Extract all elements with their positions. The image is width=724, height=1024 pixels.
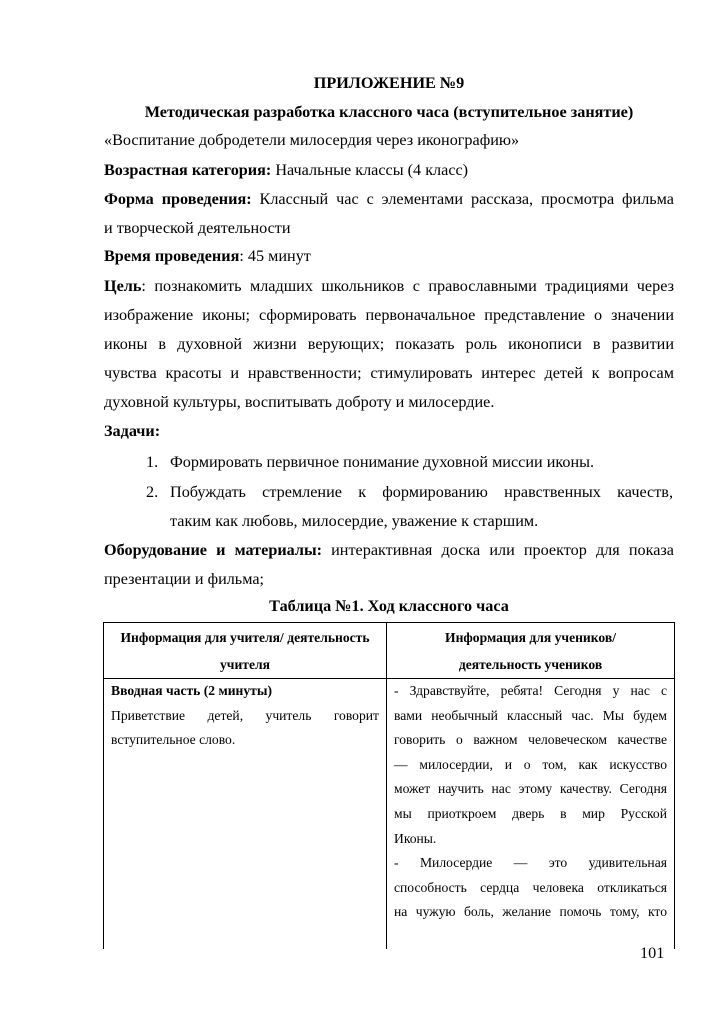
- age-category: Возрастная категория: Начальные классы (4 класс): [104, 161, 469, 179]
- form-line-2: и творческой деятельности: [104, 219, 291, 237]
- goal-line-3: иконы в духовной жизни верующих; показать роль иконописи в развитии: [104, 335, 674, 353]
- task-2-text-line-2: таким как любовь, милосердие, уважение к старшим.: [170, 512, 539, 530]
- tasks-heading: Задачи:: [104, 422, 161, 440]
- intro-section-title: Вводная часть (2 минуты): [111, 683, 273, 698]
- student-line: — милосердии, и о том, как искусство: [394, 756, 667, 772]
- teacher-line-2: вступительное слово.: [111, 732, 236, 748]
- goal-line-5: духовной культуры, воспитывать доброту и милосердие.: [104, 393, 495, 411]
- teacher-cell: [104, 679, 387, 950]
- students-cell: [387, 679, 675, 950]
- task-1-number: 1.: [146, 453, 159, 471]
- equipment-line-1: Оборудование и материалы: интерактивная доска или проектор для показа: [104, 541, 674, 559]
- document-title: Методическая разработка классного часа (вступительное занятие): [144, 103, 634, 121]
- form-line-1: Форма проведения: Классный час с элементами рассказа, просмотра фильма: [104, 190, 674, 208]
- student-line: мы приоткроем дверь в мир Русской: [394, 805, 667, 821]
- student-line: - Здравствуйте, ребята! Сегодня у нас с: [394, 683, 667, 698]
- student-line: может научить нас этому качеству. Сегодня: [394, 781, 667, 797]
- student-line: говорить о важном человеческом качестве: [394, 732, 667, 748]
- student-line: - Милосердие — это удивительная: [394, 855, 667, 871]
- teacher-line-1: Приветствие детей, учитель говорит: [111, 707, 379, 723]
- task-1-text: Формировать первичное понимание духовной миссии иконы.: [170, 453, 595, 471]
- lesson-theme: «Воспитание добродетели милосердия через иконографию»: [104, 131, 520, 149]
- goal-line-1: Цель: познакомить младших школьников с православными традициями через: [104, 277, 674, 295]
- task-2-text-line-1: Побуждать стремление к формированию нравственных качеств,: [170, 483, 673, 501]
- table-header-row: [104, 623, 675, 679]
- student-line: на чужую боль, желание помочь тому, кто: [394, 904, 667, 920]
- goal-line-4: чувства красоты и нравственности; стимулировать интерес детей к вопросам: [104, 364, 674, 382]
- goal-line-2: изображение иконы; сформировать первоначальное представление о значении: [104, 306, 674, 324]
- student-line: Иконы.: [394, 830, 437, 846]
- header-teacher: Информация для учителя/ деятельность учителя: [104, 623, 387, 679]
- table-row: [104, 679, 675, 950]
- task-2-number: 2.: [146, 483, 159, 501]
- header-students: Информация для учеников/ деятельность учеников: [387, 623, 675, 679]
- table-caption: Таблица №1. Ход классного часа: [269, 597, 509, 615]
- student-line: способность сердца человека откликаться: [394, 879, 667, 895]
- duration: Время проведения: 45 минут: [104, 247, 311, 265]
- page-number: 101: [640, 944, 665, 962]
- lesson-plan-table: [103, 622, 675, 949]
- student-line: вами необычный классный час. Мы будем: [394, 707, 667, 723]
- equipment-line-2: презентации и фильма;: [104, 570, 265, 588]
- appendix-heading: ПРИЛОЖЕНИЕ №9: [313, 74, 465, 92]
